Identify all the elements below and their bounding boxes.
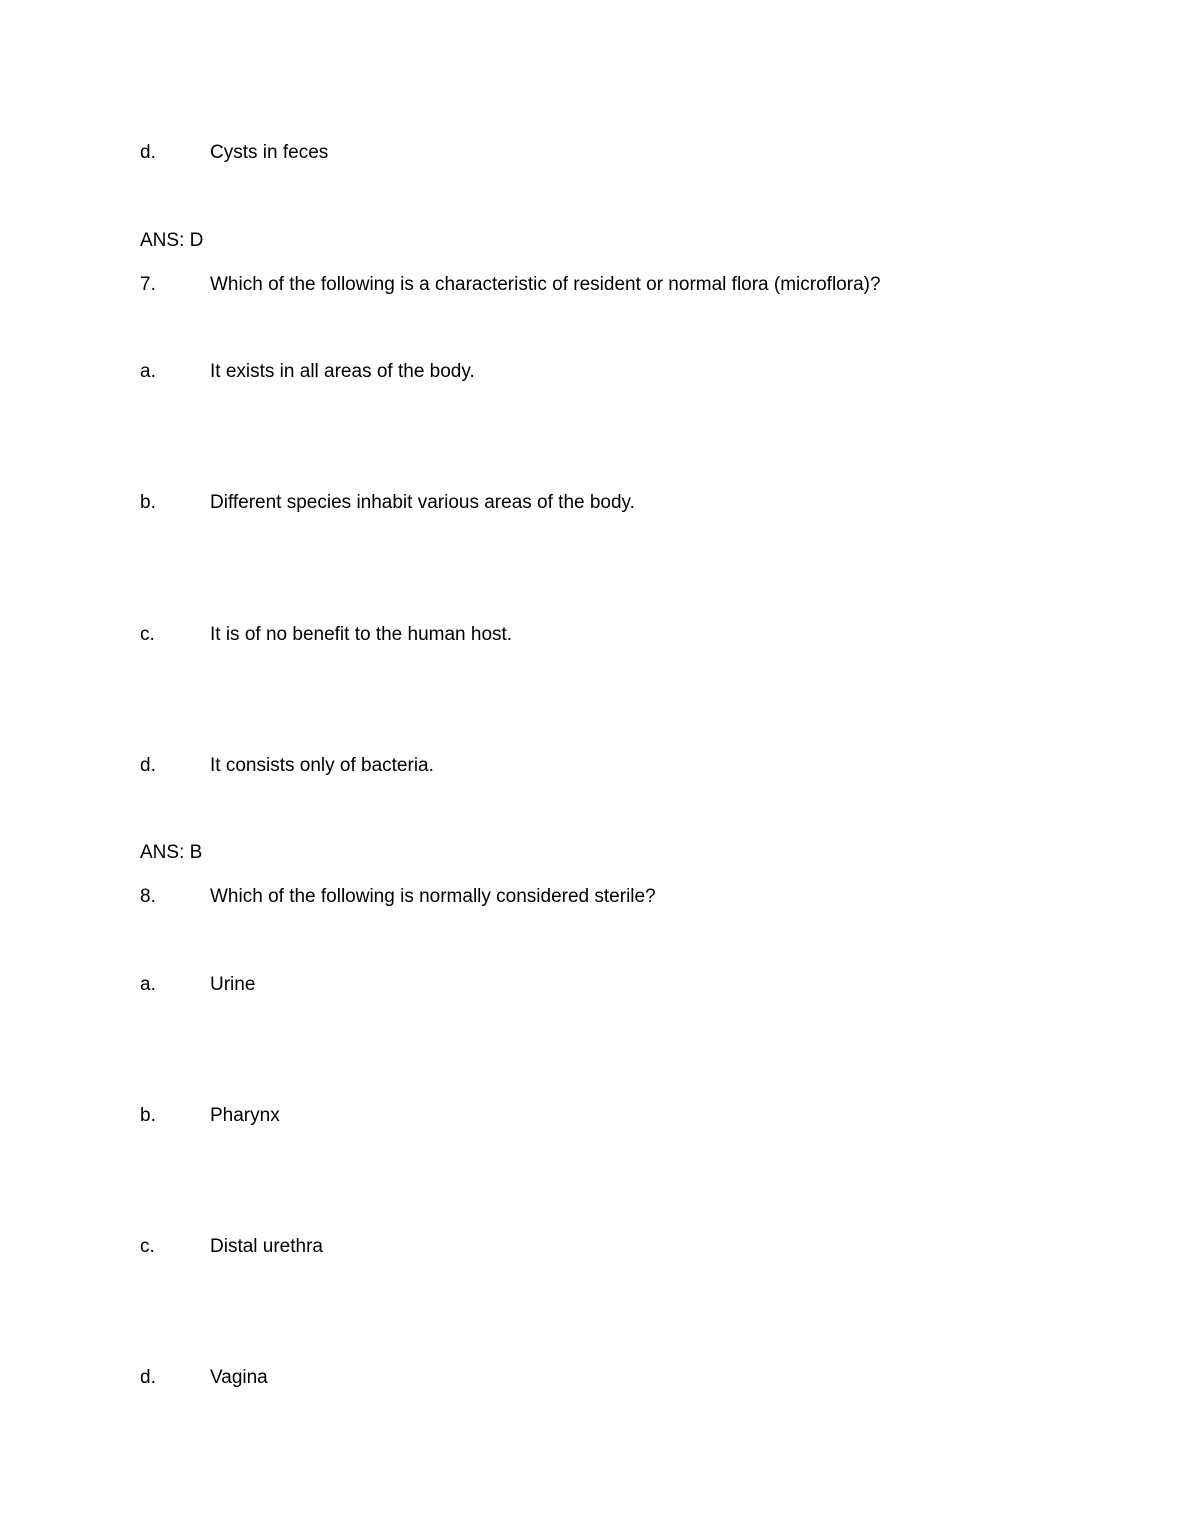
- option-text: Distal urethra: [210, 1236, 323, 1257]
- option-row: [140, 754, 434, 778]
- option-text: Pharynx: [210, 1105, 280, 1126]
- question-text: Which of the following is a characteristic of resident or normal flora (microflora)?: [210, 274, 881, 295]
- option-label: c.: [140, 1236, 155, 1257]
- answer-key: ANS: D: [140, 230, 204, 251]
- answer-key: ANS: B: [140, 842, 203, 863]
- option-row: [140, 973, 255, 997]
- option-label: a.: [140, 974, 156, 995]
- question-row: [140, 885, 656, 909]
- option-row: [140, 141, 328, 165]
- option-label: d.: [140, 1367, 156, 1388]
- question-text: Which of the following is normally considered sterile?: [210, 886, 656, 907]
- option-text: It exists in all areas of the body.: [210, 361, 475, 382]
- option-text: It is of no benefit to the human host.: [210, 624, 513, 645]
- option-label: d.: [140, 142, 156, 163]
- option-text: It consists only of bacteria.: [210, 755, 434, 776]
- option-label: d.: [140, 755, 156, 776]
- question-row: [140, 273, 881, 297]
- option-row: [140, 1104, 280, 1128]
- question-number: 7.: [140, 274, 156, 295]
- option-row: [140, 1235, 323, 1259]
- option-text: Different species inhabit various areas of the body.: [210, 492, 635, 513]
- option-row: [140, 360, 475, 384]
- option-text: Urine: [210, 974, 256, 995]
- option-label: b.: [140, 1105, 156, 1126]
- option-row: [140, 491, 635, 515]
- option-row: [140, 1366, 268, 1390]
- option-text: Vagina: [210, 1367, 268, 1388]
- option-label: c.: [140, 624, 155, 645]
- option-label: b.: [140, 492, 156, 513]
- question-number: 8.: [140, 886, 156, 907]
- option-row: [140, 623, 512, 647]
- option-label: a.: [140, 361, 156, 382]
- option-text: Cysts in feces: [210, 142, 329, 163]
